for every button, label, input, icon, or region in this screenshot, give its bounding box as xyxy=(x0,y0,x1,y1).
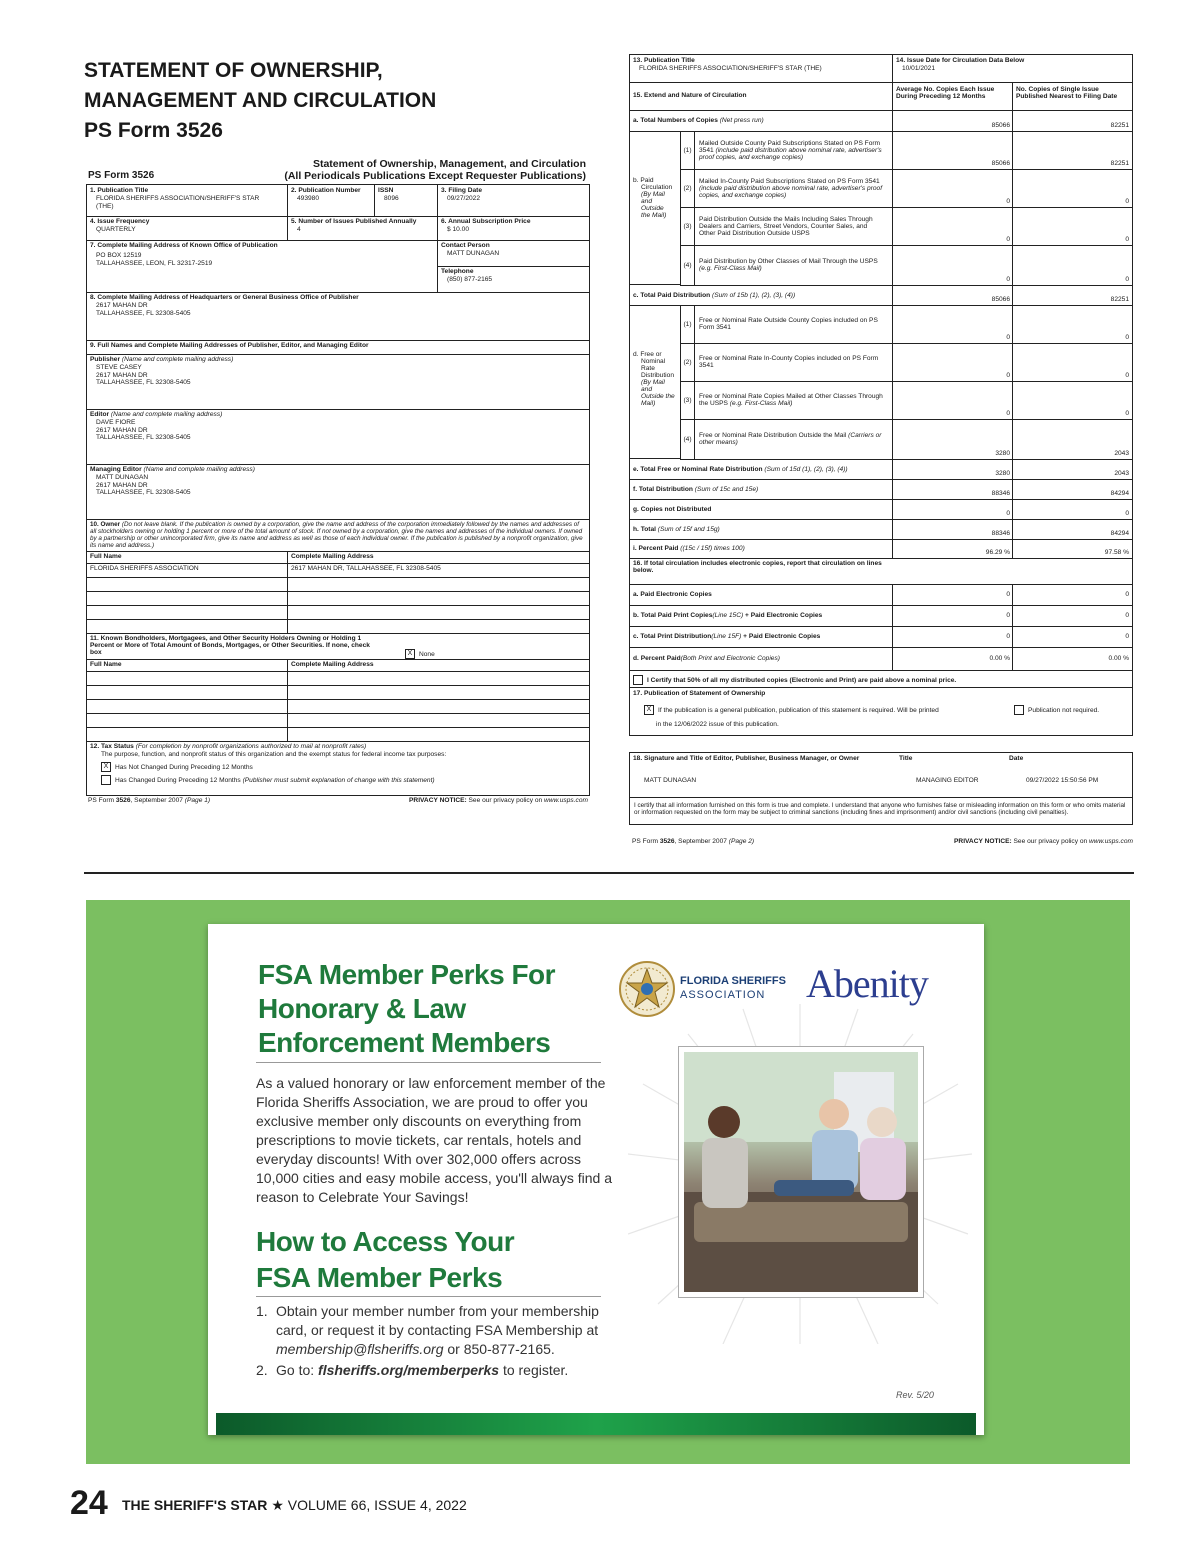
row-hint: (e.g. First-Class Mail) xyxy=(729,400,793,407)
table-row xyxy=(680,245,1132,286)
free-distribution-group-label xyxy=(630,305,680,459)
field-5-value: 4 xyxy=(297,226,301,233)
managing-editor-hint: (Name and complete mailing address) xyxy=(143,466,255,473)
field-9-label: 9. Full Names and Complete Mailing Addresses of Publisher, Editor, and Managing Editor xyxy=(90,342,369,349)
row-hint: (Line 15F) xyxy=(711,633,742,640)
row-number: (1) xyxy=(681,131,695,169)
row-publisher xyxy=(87,354,589,410)
certify-50-text: I Certify that 50% of all my distributed copies (Electronic and Print) are paid above a nominal price. xyxy=(647,676,957,684)
privacy-text: See our privacy policy on xyxy=(466,797,545,804)
row-label: Paid Distribution by Other Classes of Mail Through the USPS xyxy=(699,258,878,265)
row-owner-empty xyxy=(87,605,589,620)
owner-name: FLORIDA SHERIFFS ASSOCIATION xyxy=(90,565,199,572)
row-publication-title-2 xyxy=(630,55,1132,83)
editor-hint: (Name and complete mailing address) xyxy=(110,411,223,418)
tax-option-2 xyxy=(87,775,589,785)
editor-line-1: 2617 MAHAN DR xyxy=(96,426,148,434)
title-line-1: STATEMENT OF OWNERSHIP, xyxy=(84,59,383,82)
ad-subheading-line: How to Access Your xyxy=(256,1226,515,1257)
field-1-value: FLORIDA SHERIFFS ASSOCIATION/SHERIFF'S STAR (THE) xyxy=(96,195,260,210)
footer-form-number: 3526 xyxy=(115,797,131,804)
publisher-line-1: 2617 MAHAN DR xyxy=(96,371,148,379)
row-hint: (Line 15C) xyxy=(712,612,744,619)
table-row xyxy=(630,479,1132,500)
members-photo-frame xyxy=(678,1046,924,1298)
footer-page: (Page 2) xyxy=(728,838,755,845)
single-issue-value: 82251 xyxy=(1110,122,1129,129)
privacy-label: PRIVACY NOTICE: xyxy=(409,797,467,804)
field-16-label: 16. If total circulation includes electronic copies, report that circulation on lines below. xyxy=(633,560,882,574)
step-text: Obtain your member number from your membership card, or request it by contacting FSA Membership at xyxy=(276,1303,599,1338)
table-row xyxy=(630,285,1132,306)
publisher-name: STEVE CASEY xyxy=(96,364,142,371)
row-headquarters xyxy=(87,292,589,341)
row-hint: (Sum of 15b (1), (2), (3), (4)) xyxy=(712,291,796,299)
single-issue-value: 2043 xyxy=(1114,450,1129,457)
row-label: Free or Nominal Rate In-County Copies included on PS Form 3541 xyxy=(699,355,879,369)
avg-copies-value: 0 xyxy=(1006,633,1010,640)
step-number: 1. xyxy=(256,1303,268,1319)
single-issue-value: 2043 xyxy=(1114,470,1129,477)
publisher-line-2: TALLAHASSEE, FL 32308-5405 xyxy=(96,379,191,386)
tax-option-2-checkbox[interactable] xyxy=(101,775,111,785)
tax-option-2-label: Has Changed During Preceding 12 Months xyxy=(115,776,241,784)
privacy-link[interactable]: www.usps.com xyxy=(544,797,588,804)
row-label: g. Copies not Distributed xyxy=(633,505,712,513)
table-row xyxy=(680,305,1132,344)
single-issue-value: 0 xyxy=(1125,236,1129,243)
ad-subheading-line: FSA Member Perks xyxy=(256,1262,503,1293)
field-13-value: FLORIDA SHERIFFS ASSOCIATION/SHERIFF'S STAR (THE) xyxy=(639,65,822,72)
bondholder-address-header: Complete Mailing Address xyxy=(291,661,374,668)
table-row xyxy=(630,647,1132,671)
managing-editor-label: Managing Editor xyxy=(90,466,142,473)
publication-not-required-checkbox[interactable] xyxy=(1014,705,1024,715)
row-hint: (Both Print and Electronic Copies) xyxy=(680,655,780,662)
circulation-table xyxy=(629,54,1133,688)
row-hint: (Sum of 15d (1), (2), (3), (4)) xyxy=(764,465,848,473)
row-hint: (Sum of 15c and 15e) xyxy=(694,485,759,493)
avg-copies-value: 0 xyxy=(1006,372,1010,379)
row-bondholder-empty xyxy=(87,699,589,714)
avg-copies-value: 88346 xyxy=(991,530,1010,537)
table-row xyxy=(680,381,1132,420)
row-hint: (e.g. First-Class Mail) xyxy=(699,265,762,272)
field-7-line-2: TALLAHASSEE, LEON, FL 32317-2519 xyxy=(96,259,213,267)
single-issue-value: 84294 xyxy=(1110,490,1129,497)
row-label: Free or Nominal Rate Distribution Outside the Mail xyxy=(699,432,849,439)
form-heading-2: (All Periodicals Publications Except Requester Publications) xyxy=(284,170,586,182)
ad-divider xyxy=(256,1296,601,1297)
ad-steps xyxy=(256,1302,616,1380)
b-label: (By Mail xyxy=(641,191,665,198)
row-managing-editor xyxy=(87,464,589,520)
step-text: to register. xyxy=(499,1362,569,1378)
row-label: h. Total xyxy=(633,525,658,533)
avg-column-header: Average No. Copies Each Issue During Preceding 12 Months xyxy=(896,86,995,100)
row-bondholder-empty xyxy=(87,685,589,700)
table-row xyxy=(630,584,1132,606)
row-label: Mailed In-County Paid Subscriptions Stated on PS Form 3541 xyxy=(699,177,880,185)
footer-form-number: 3526 xyxy=(659,838,675,845)
b-label: b. Paid xyxy=(633,177,654,184)
publisher-hint: (Name and complete mailing address) xyxy=(121,356,234,363)
signer-name: MATT DUNAGAN xyxy=(644,777,697,784)
contact-value: MATT DUNAGAN xyxy=(447,250,500,257)
field-17-checkbox[interactable]: X xyxy=(644,705,654,715)
contact-label: Contact Person xyxy=(441,242,490,249)
single-issue-value: 0 xyxy=(1125,276,1129,283)
footer-date: , September 2007 xyxy=(130,797,185,804)
table-row xyxy=(680,343,1132,382)
ad-heading-line: Enforcement Members xyxy=(258,1027,551,1058)
field-10-text: (Do not leave blank. If the publication is owned by a corporation, give the name and address of the corporation immediately followed by the names and addresses of all stockholders owning or holding 1 percent or more of the total amount of stock. If not owned by a corporation, give the names and addresses of the individual owners. If owned by a partnership or other unincorporated firm, give its name and address as well as those of each individual owner. If the publication is published by a nonprofit organization, give its name and address.) xyxy=(90,521,583,549)
field-12-label: 12. Tax Status xyxy=(90,743,134,750)
publisher-label: Publisher xyxy=(90,356,121,363)
row-label: a. Paid Electronic Copies xyxy=(633,591,712,598)
row-number: (3) xyxy=(681,381,695,419)
footer-text: PS Form xyxy=(88,797,116,804)
avg-copies-value: 3280 xyxy=(995,470,1010,477)
row-number: (4) xyxy=(681,245,695,285)
field-8-line-1: 2617 MAHAN DR xyxy=(96,302,148,309)
memberperks-link[interactable]: flsheriffs.org/memberperks xyxy=(318,1362,500,1378)
field-1-label: 1. Publication Title xyxy=(90,187,149,194)
row-bondholder-empty xyxy=(87,713,589,728)
telephone-label: Telephone xyxy=(441,268,474,275)
editor-line-2: TALLAHASSEE, FL 32308-5405 xyxy=(96,434,191,441)
row-label-suffix: + Paid Electronic Copies xyxy=(743,612,823,619)
revision-label: Rev. 5/20 xyxy=(896,1390,934,1400)
step-text: Go to: xyxy=(276,1362,319,1378)
single-issue-value: 0 xyxy=(1125,334,1129,341)
row-hint: (include paid distribution above nominal rate, advertiser's proof copies, and exchange copies) xyxy=(699,184,883,199)
title-line-3: PS Form 3526 xyxy=(84,119,223,142)
single-issue-value: 0.00 % xyxy=(1108,655,1129,662)
single-issue-value: 82251 xyxy=(1110,296,1129,303)
row-names-heading xyxy=(87,340,589,355)
field-6-value: $ 10.00 xyxy=(447,226,469,233)
row-frequency xyxy=(87,216,589,241)
single-column-header: No. Copies of Single Issue Published Nearest to Filing Date xyxy=(1016,86,1118,100)
tax-option-1-checkbox[interactable]: X xyxy=(101,762,111,772)
row-editor xyxy=(87,409,589,465)
page-1-privacy-notice xyxy=(380,797,588,804)
ad-heading-line: FSA Member Perks For xyxy=(258,959,556,990)
row-owner-empty xyxy=(87,591,589,606)
b-label: and xyxy=(641,198,653,205)
row-label: Mailed Outside County Paid Subscriptions Stated on PS Form 3541 xyxy=(699,139,881,154)
paid-circulation-group-label xyxy=(630,131,680,285)
field-17-text-2: in the 12/06/2022 issue of this publication. xyxy=(656,721,779,728)
d-label: (By Mail xyxy=(641,379,665,386)
document-title xyxy=(84,56,564,146)
avg-copies-value: 85066 xyxy=(991,122,1010,129)
ad-divider xyxy=(256,1062,601,1063)
managing-editor-line-1: 2617 MAHAN DR xyxy=(96,481,148,489)
b-label: the Mail) xyxy=(641,212,667,219)
d-label: d. Free or xyxy=(633,351,662,358)
row-hint: (include paid distribution above nominal rate, advertiser's proof copies, and exchange copies) xyxy=(699,146,882,161)
table-row xyxy=(630,519,1132,540)
table-row xyxy=(680,131,1132,170)
row-label: e. Total Free or Nominal Rate Distribution xyxy=(633,465,765,473)
field-7-line-1: PO BOX 12519 xyxy=(96,252,142,259)
privacy-link[interactable]: www.usps.com xyxy=(1089,838,1133,845)
table-row xyxy=(680,207,1132,246)
single-issue-value: 97.58 % xyxy=(1104,549,1129,556)
b-label: Circulation xyxy=(641,184,673,191)
managing-editor-line-2: TALLAHASSEE, FL 32308-5405 xyxy=(96,489,191,496)
table-row xyxy=(630,459,1132,480)
ad-subheading xyxy=(256,1224,616,1296)
avg-copies-value: 0.00 % xyxy=(989,655,1010,662)
row-publication-title xyxy=(87,185,589,217)
row-hint: (Carriers or other means) xyxy=(699,432,882,446)
single-issue-value: 0 xyxy=(1125,372,1129,379)
publication-not-required-label: Publication not required. xyxy=(1028,706,1100,714)
members-photo xyxy=(684,1052,918,1292)
footer-text: PS Form xyxy=(632,838,660,845)
ad-body-text: As a valued honorary or law enforcement member of the Florida Sheriffs Association, we are proud to offer you exclusive member only discounts on everything from prescriptions to movie tickets, car rentals, hotels and everyday discounts! With over 302,000 offers across 10,000 cities and easy mobile access, you'll always find a reason to Celebrate Your Savings! xyxy=(256,1075,612,1205)
row-label: c. Total Paid Distribution xyxy=(633,291,713,299)
star-icon: ★ xyxy=(271,1497,284,1513)
publication-name: THE SHERIFF'S STAR xyxy=(122,1497,268,1513)
abenity-logo: Abenity xyxy=(806,961,928,1006)
avg-copies-value: 0 xyxy=(1006,510,1010,517)
field-4-label: 4. Issue Frequency xyxy=(90,218,150,225)
statement-publication-box xyxy=(629,688,1133,736)
row-number: (2) xyxy=(681,343,695,381)
title-label: Title xyxy=(899,755,913,762)
field-18-label: 18. Signature and Title of Editor, Publisher, Business Manager, or Owner xyxy=(633,755,860,762)
page-2-privacy-notice xyxy=(913,838,1133,845)
row-owner-empty xyxy=(87,577,589,592)
row-label: d. Percent Paid xyxy=(633,655,681,662)
issue-info: VOLUME 66, ISSUE 4, 2022 xyxy=(287,1497,467,1513)
row-number: (4) xyxy=(681,419,695,459)
field-8-line-2: TALLAHASSEE, FL 32308-5405 xyxy=(96,309,191,317)
d-label: Distribution xyxy=(641,372,674,379)
table-row xyxy=(680,169,1132,208)
none-checkbox-group xyxy=(405,649,435,659)
editor-name: DAVE FIORE xyxy=(96,419,136,426)
row-tax-status xyxy=(87,741,589,795)
row-label: i. Percent Paid xyxy=(633,545,681,552)
d-label: Outside the xyxy=(641,393,675,400)
avg-copies-value: 3280 xyxy=(995,450,1010,457)
single-issue-value: 0 xyxy=(1125,510,1129,517)
field-14-label: 14. Issue Date for Circulation Data Below xyxy=(896,57,1025,64)
table-row xyxy=(630,110,1132,132)
d-label: and xyxy=(641,386,653,393)
avg-copies-value: 0 xyxy=(1006,276,1010,283)
row-hint: (Sum of 15f and 15g) xyxy=(657,525,720,533)
avg-copies-value: 0 xyxy=(1006,591,1010,598)
field-17-text-1: If the publication is a general publication, publication of this statement is required. Will be printed xyxy=(658,706,939,714)
avg-copies-value: 0 xyxy=(1006,198,1010,205)
avg-copies-value: 85066 xyxy=(991,160,1010,167)
publication-line xyxy=(122,1497,467,1514)
privacy-label: PRIVACY NOTICE: xyxy=(954,838,1012,845)
owner-name-header: Full Name xyxy=(90,553,122,560)
owner-address-header: Complete Mailing Address xyxy=(291,553,374,560)
row-bondholder-empty xyxy=(87,727,589,742)
field-11-label: 11. Known Bondholders, Mortgagees, and Other Security Holders Owning or Holding 1 Percent or More of Total Amount of Bonds, Mortgages, or Other Securities. If none, check box xyxy=(90,635,370,656)
footer-page: (Page 1) xyxy=(184,797,211,804)
row-mailing-address xyxy=(87,240,589,293)
row-label: Paid Distribution Outside the Mails Including Sales Through Dealers and Carriers, Street Vendors, Counter Sales, and Other Paid Distribution Outside USPS xyxy=(699,215,873,237)
issn-label: ISSN xyxy=(378,187,394,194)
avg-copies-value: 96.29 % xyxy=(985,549,1010,556)
field-13-label: 13. Publication Title xyxy=(633,57,695,64)
managing-editor-name: MATT DUNAGAN xyxy=(96,474,149,481)
fsa-logo-line: FLORIDA SHERIFFS xyxy=(680,975,786,987)
row-owner-empty xyxy=(87,619,589,634)
row-owner-1 xyxy=(87,563,589,578)
avg-copies-value: 85066 xyxy=(991,296,1010,303)
form-heading xyxy=(250,158,586,182)
d-label: Nominal xyxy=(641,358,666,365)
row-label: a. Total Numbers of Copies xyxy=(633,117,720,124)
row-bondholders xyxy=(87,633,589,660)
table-row xyxy=(680,419,1132,460)
form-heading-1: Statement of Ownership, Management, and Circulation xyxy=(312,158,586,170)
table-row xyxy=(630,605,1132,627)
publication-not-required-option xyxy=(1014,705,1099,715)
d-label: Mail) xyxy=(641,400,656,407)
field-7-label: 7. Complete Mailing Address of Known Office of Publication xyxy=(90,242,278,249)
row-number: (3) xyxy=(681,207,695,245)
page-2-footer-left xyxy=(632,838,754,845)
page-1-footer-left xyxy=(88,797,210,804)
date-label: Date xyxy=(1009,755,1024,762)
field-3-value: 09/27/2022 xyxy=(447,195,481,202)
signer-title: MANAGING EDITOR xyxy=(916,777,979,784)
field-5-label: 5. Number of Issues Published Annually xyxy=(291,218,417,225)
page-number: 24 xyxy=(70,1484,108,1522)
none-label: None xyxy=(419,650,435,658)
field-14-value: 10/01/2021 xyxy=(902,65,936,72)
row-signature xyxy=(630,753,1132,798)
row-label-suffix: + Paid Electronic Copies xyxy=(741,633,821,640)
form-page-1 xyxy=(86,184,590,796)
section-divider xyxy=(84,872,1134,874)
ad-step-1 xyxy=(256,1302,616,1359)
single-issue-value: 84294 xyxy=(1110,530,1129,537)
field-12-hint: (For completion by nonprofit organizations authorized to mail at nonprofit rates) xyxy=(135,743,367,750)
member-perks-ad xyxy=(208,924,984,1435)
row-circulation-header xyxy=(630,82,1132,111)
avg-copies-value: 0 xyxy=(1006,334,1010,341)
fsa-logo-text xyxy=(680,974,786,1002)
row-label: Free or Nominal Rate Copies Mailed at Other Classes Through the USPS xyxy=(699,393,883,407)
row-owner-instructions xyxy=(87,519,589,552)
privacy-text: See our privacy policy on xyxy=(1011,838,1090,845)
telephone-value: (850) 877-2165 xyxy=(447,276,493,283)
field-8-label: 8. Complete Mailing Address of Headquarters or General Business Office of Publisher xyxy=(90,294,359,301)
editor-label: Editor xyxy=(90,411,110,418)
signature-box xyxy=(629,752,1133,825)
fsa-logo-line: ASSOCIATION xyxy=(680,989,766,1001)
single-issue-value: 0 xyxy=(1125,198,1129,205)
row-hint: (Net press run) xyxy=(719,117,764,124)
footer-date: , September 2007 xyxy=(674,838,729,845)
row-electronic-heading xyxy=(630,558,1132,585)
owner-address: 2617 MAHAN DR, TALLAHASSEE, FL 32308-5405 xyxy=(291,565,441,572)
row-certify-50 xyxy=(630,670,1132,689)
tax-option-1-label: Has Not Changed During Preceding 12 Months xyxy=(115,763,253,771)
row-label: b. Total Paid Print Copies xyxy=(633,612,713,619)
ad-heading-line: Honorary & Law xyxy=(258,993,466,1024)
form-name: PS Form 3526 xyxy=(88,170,155,181)
row-number: (1) xyxy=(681,305,695,343)
single-issue-value: 0 xyxy=(1125,591,1129,598)
row-label: c. Total Print Distribution xyxy=(633,633,712,640)
ad-step-2 xyxy=(256,1361,616,1380)
field-10-label: 10. Owner xyxy=(90,521,121,528)
sign-date: 09/27/2022 15:50:56 PM xyxy=(1026,777,1099,784)
field-17-option xyxy=(644,705,974,715)
none-checkbox[interactable]: X xyxy=(405,649,415,659)
row-label: Free or Nominal Rate Outside County Copies included on PS Form 3541 xyxy=(699,317,878,331)
field-2-value: 493980 xyxy=(297,195,320,202)
field-6-label: 6. Annual Subscription Price xyxy=(441,218,531,225)
avg-copies-value: 0 xyxy=(1006,236,1010,243)
row-label: f. Total Distribution xyxy=(633,485,695,493)
d-label: Rate xyxy=(641,365,655,372)
ad-heading xyxy=(258,958,618,1060)
issn-value: 8096 xyxy=(384,195,399,202)
avg-copies-value: 0 xyxy=(1006,410,1010,417)
field-3-label: 3. Filing Date xyxy=(441,187,483,194)
field-15-label: 15. Extend and Nature of Circulation xyxy=(633,92,747,99)
table-row xyxy=(630,499,1132,520)
certify-50-checkbox[interactable] xyxy=(633,675,643,685)
step-number: 2. xyxy=(256,1362,268,1378)
avg-copies-value: 0 xyxy=(1006,612,1010,619)
field-4-value: QUARTERLY xyxy=(96,226,136,233)
b-label: Outside xyxy=(641,205,664,212)
avg-copies-value: 88346 xyxy=(991,490,1010,497)
single-issue-value: 0 xyxy=(1125,612,1129,619)
field-2-label: 2. Publication Number xyxy=(291,187,361,194)
single-issue-value: 0 xyxy=(1125,633,1129,640)
step-text: or 850-877-2165. xyxy=(443,1341,555,1357)
field-12-text: The purpose, function, and nonprofit status of this organization and the exempt status for federal income tax purposes: xyxy=(101,751,447,758)
field-17-label: 17. Publication of Statement of Ownership xyxy=(633,690,766,697)
table-row xyxy=(630,626,1132,648)
tax-option-1 xyxy=(87,762,589,772)
tax-option-2-hint: (Publisher must submit explanation of change with this statement) xyxy=(242,776,435,784)
table-row xyxy=(630,539,1132,559)
row-hint: ((15c / 15f) times 100) xyxy=(680,545,745,552)
single-issue-value: 0 xyxy=(1125,410,1129,417)
form-page-2 xyxy=(629,54,1133,845)
membership-email-link[interactable]: membership@flsheriffs.org xyxy=(276,1341,444,1357)
single-issue-value: 82251 xyxy=(1110,160,1129,167)
bondholder-name-header: Full Name xyxy=(90,661,122,668)
ad-footer-bar xyxy=(216,1413,976,1435)
row-number: (2) xyxy=(681,169,695,207)
certify-text: I certify that all information furnished on this form is true and complete. I understand that anyone who furnishes false or misleading information on this form or who omits material or information requested on the form may be subject to criminal sanctions (including fines and imprisonment) and/or civil sanctions (including civil penalties). xyxy=(634,802,1126,816)
title-line-2: MANAGEMENT AND CIRCULATION xyxy=(84,89,437,112)
row-bondholder-empty xyxy=(87,671,589,686)
